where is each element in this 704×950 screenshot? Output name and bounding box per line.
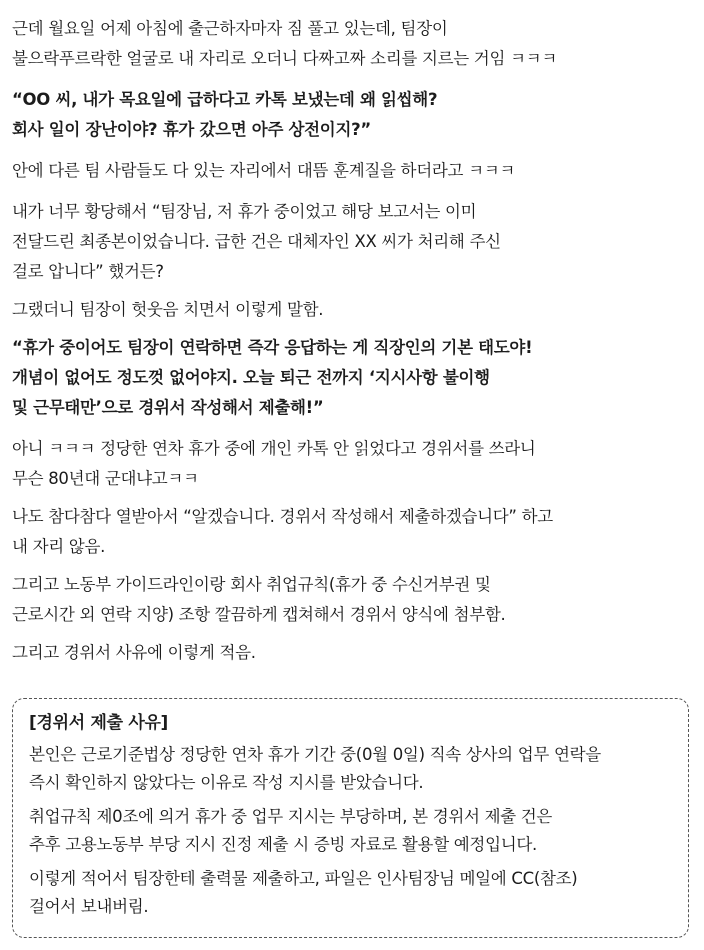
text-line: 회사 일이 장난이야? 휴가 갔으면 아주 상전이지?” <box>12 120 371 139</box>
story-paragraph-4 <box>12 295 694 325</box>
story-paragraph-6 <box>12 502 694 562</box>
text-line: 근로시간 외 연락 지양) 조항 깔끔하게 캡쳐해서 경위서 양식에 첨부함. <box>12 605 506 624</box>
story-paragraph-5 <box>12 434 694 494</box>
incident-report-reason-box <box>12 698 689 938</box>
text-line: 이렇게 적어서 팀장한테 출력물 제출하고, 파일은 인사팀장님 메일에 CC(참조) <box>29 869 578 888</box>
text-line: 내 자리 않음. <box>12 537 106 556</box>
story-paragraph-2 <box>12 156 694 186</box>
text-line: “휴가 중이어도 팀장이 연락하면 즉각 응답하는 게 직장인의 기본 태도야! <box>12 338 533 357</box>
story-paragraph-7 <box>12 570 694 630</box>
text-line: 즉시 확인하지 않았다는 이유로 작성 지시를 받았습니다. <box>29 773 424 792</box>
notice-paragraph-1 <box>29 741 672 797</box>
notice-paragraph-2 <box>29 803 672 859</box>
text-line: 걸로 압니다” 했거든? <box>12 262 164 281</box>
story-paragraph-1 <box>12 14 694 74</box>
text-line: 나도 참다참다 열받아서 “알겠습니다. 경위서 작성해서 제출하겠습니다” 하고 <box>12 507 553 526</box>
text-line: 불으락푸르락한 얼굴로 내 자리로 오더니 다짜고짜 소리를 지르는 거임 ㅋㅋㅋ <box>12 49 557 68</box>
text-line: 내가 너무 황당해서 “팀장님, 저 휴가 중이었고 해당 보고서는 이미 <box>12 202 477 221</box>
text-line: 아니 ㅋㅋㅋ 정당한 연차 휴가 중에 개인 카톡 안 읽었다고 경위서를 쓰라니 <box>12 439 536 458</box>
notice-paragraph-3 <box>29 865 672 921</box>
notice-title: [경위서 제출 사유] <box>29 713 169 733</box>
text-line: “OO 씨, 내가 목요일에 급하다고 카톡 보냈는데 왜 읽씹해? <box>12 90 438 109</box>
story-paragraph-3 <box>12 197 694 287</box>
story-paragraph-8 <box>12 638 694 668</box>
text-line: 그리고 노동부 가이드라인이랑 회사 취업규칙(휴가 중 수신거부권 및 <box>12 575 491 594</box>
text-line: 전달드린 최종본이었습니다. 급한 건은 대체자인 XX 씨가 처리해 주신 <box>12 232 501 251</box>
text-line: 및 근무태만’으로 경위서 작성해서 제출해!” <box>12 398 324 417</box>
text-line: 그랬더니 팀장이 헛웃음 치면서 이렇게 말함. <box>12 300 324 319</box>
manager-quote-2 <box>12 333 694 423</box>
text-line: 안에 다른 팀 사람들도 다 있는 자리에서 대뜸 훈계질을 하더라고 ㅋㅋㅋ <box>12 161 515 180</box>
text-line: 개념이 없어도 정도껏 없어야지. 오늘 퇴근 전까지 ‘지시사항 불이행 <box>12 368 490 387</box>
manager-quote-1 <box>12 85 694 145</box>
text-line: 추후 고용노동부 부당 지시 진정 제출 시 증빙 자료로 활용할 예정입니다. <box>29 835 537 854</box>
text-line: 근데 월요일 어제 아침에 출근하자마자 짐 풀고 있는데, 팀장이 <box>12 19 448 38</box>
text-line: 취업규칙 제0조에 의거 휴가 중 업무 지시는 부당하며, 본 경위서 제출 건은 <box>29 807 553 826</box>
text-line: 본인은 근로기준법상 정당한 연차 휴가 기간 중(0월 0일) 직속 상사의 업무 연락을 <box>29 745 601 764</box>
text-line: 그리고 경위서 사유에 이렇게 적음. <box>12 643 256 662</box>
text-line: 걸어서 보내버림. <box>29 897 149 916</box>
text-line: 무슨 80년대 군대냐고ㅋㅋ <box>12 469 199 488</box>
